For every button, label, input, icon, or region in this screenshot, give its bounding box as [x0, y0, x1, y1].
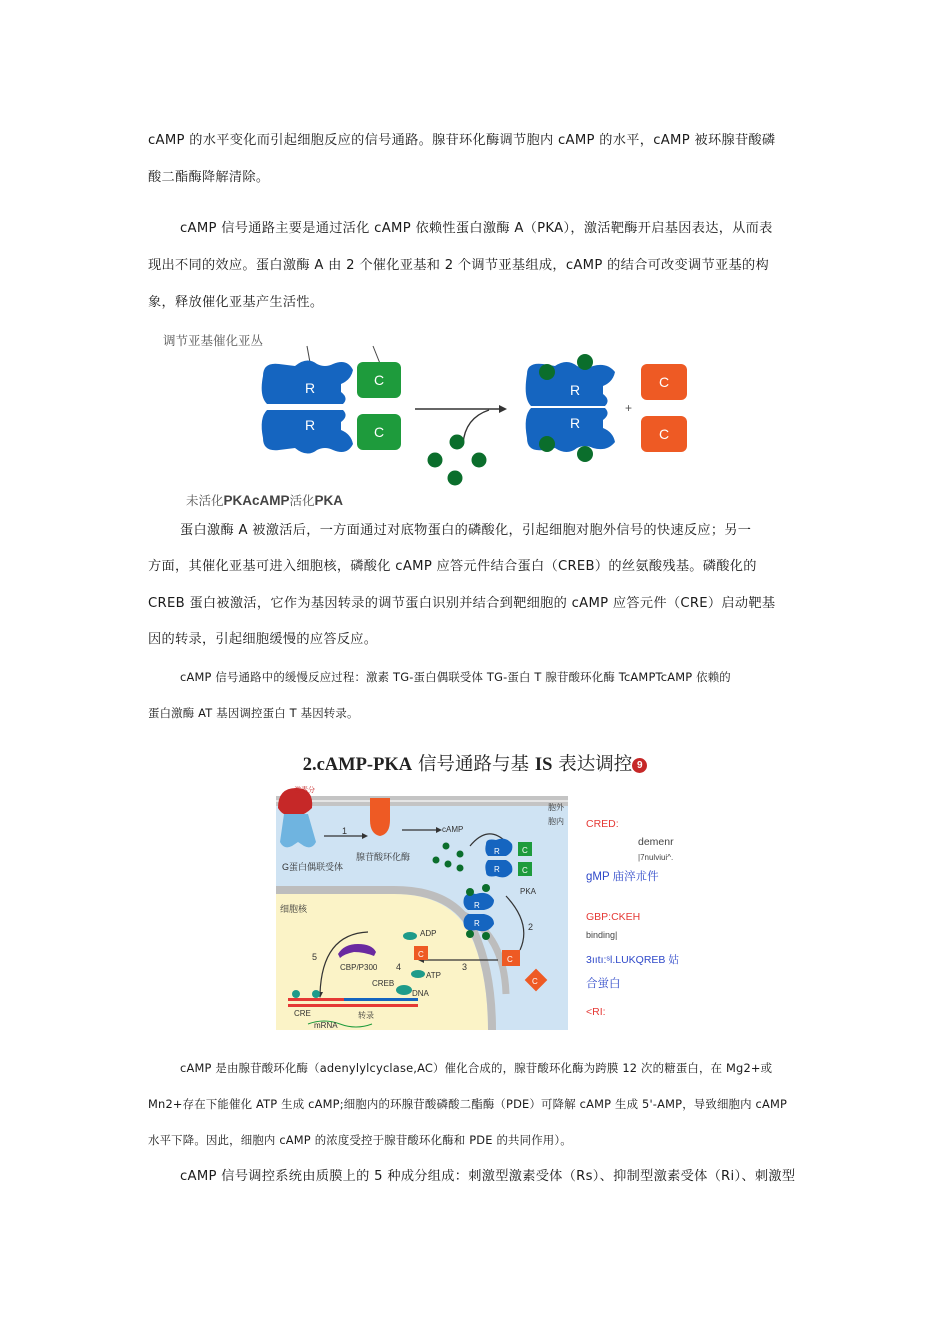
transcription-label: 转录 — [358, 1011, 374, 1020]
paragraph-line: 酸二酯酶降解清除。 — [148, 170, 270, 185]
paragraph-line: cAMP 信号通路中的缓慢反应过程：激素 TG-蛋白偶联受体 TG-蛋白 T 腺苷酸环化酶 TcAMPTcAMP 依赖的 — [180, 670, 731, 684]
heading-part: 信号通路与基 — [412, 754, 535, 775]
reference-badge-icon: 9 — [632, 758, 647, 773]
step-number: 2 — [528, 922, 534, 932]
r-label: R — [570, 415, 581, 431]
legend-item: <RI: — [586, 1006, 606, 1018]
legend-item: gMP 庙淬朮件 — [586, 871, 659, 883]
camp-dot — [448, 471, 463, 486]
camp-dot — [472, 453, 487, 468]
mrna-label: mRNA — [314, 1021, 338, 1030]
figure1-bottom-caption — [186, 490, 343, 509]
camp-dot — [466, 930, 474, 938]
camp-pka-pathway-figure — [274, 784, 570, 1032]
camp-dot — [450, 435, 465, 450]
inside-label: 胞内 — [548, 817, 564, 826]
paragraph-line: CREB 蛋白被激活，它作为基因转录的调节蛋白识别并结合到靶细胞的 cAMP 应答元件（CRE）启动靶基 — [148, 596, 776, 611]
camp-dot — [443, 843, 450, 850]
paragraph-line: cAMP 信号通路主要是通过活化 cAMP 依赖性蛋白激酶 A（PKA），激活靶酶开启基因表达，从而表 — [180, 221, 773, 236]
camp-dot — [577, 354, 593, 370]
plasma-membrane-inner — [276, 800, 568, 802]
cbp-label: CBP/P300 — [340, 963, 378, 972]
dna-strand — [288, 998, 344, 1001]
legend-item: |7nulviui^. — [638, 853, 674, 862]
creb-label: CREB — [372, 979, 395, 988]
camp-dot — [457, 865, 464, 872]
step-number: 4 — [396, 962, 402, 972]
outside-label: 胞外 — [548, 803, 564, 812]
paragraph-line: Mn2+存在下能催化 ATP 生成 cAMP;细胞内的环腺苷酸磷酸二酯酶（PDE）可降解 cAMP 生成 5'-AMP，导致细胞内 cAMP — [148, 1097, 788, 1111]
legend-item: 合蛍白 — [586, 978, 621, 990]
atp-label: ATP — [426, 971, 441, 980]
adenylyl-cyclase-shape — [370, 798, 390, 836]
phosphate-shape — [403, 932, 417, 940]
paragraph-line: cAMP 的水平变化而引起细胞反应的信号通路。腺苷环化酶调节胞内 cAMP 的水平，cAMP 被环腺苷酸磷 — [148, 133, 776, 148]
camp-dot — [482, 884, 490, 892]
camp-dot — [482, 932, 490, 940]
paragraph-line: 水平下降。因此，细胞内 cAMP 的浓度受控于腺苷酸环化酶和 PDE 的共同作用）。 — [148, 1133, 572, 1147]
c-label: C — [374, 424, 385, 440]
adp-label: ADP — [420, 929, 437, 938]
r-label: R — [305, 380, 316, 396]
camp-dot — [433, 857, 440, 864]
legend-item: demenr — [638, 836, 674, 848]
c-label: C — [374, 372, 385, 388]
enzyme-label: 腺苷酸环化酶 — [356, 852, 411, 862]
c-label: C — [659, 426, 670, 442]
pka-activation-figure — [255, 340, 695, 492]
dna-strand — [288, 1004, 418, 1007]
creb-dot — [292, 990, 300, 998]
camp-dot — [539, 436, 555, 452]
phosphate-shape — [411, 970, 425, 978]
c-label: C — [507, 955, 513, 964]
r-label: R — [494, 865, 500, 874]
r-label: R — [570, 382, 581, 398]
dna-label: DNA — [412, 989, 429, 998]
c-label: C — [532, 977, 538, 986]
step-number: 1 — [342, 826, 348, 836]
section-heading — [0, 750, 950, 776]
figure1-top-caption: 调节亚基催化亚丛 — [163, 333, 264, 348]
heading-part: 表达调控 — [552, 754, 633, 775]
camp-dot — [539, 364, 555, 380]
curved-arrow — [463, 410, 489, 444]
caption-part: PKAcAMP — [223, 493, 290, 508]
paragraph-line: 因的转录，引起细胞缓慢的应答反应。 — [148, 632, 378, 647]
paragraph-line: cAMP 是由腺苷酸环化酶（adenylylcyclase,AC）催化合成的，腺苷酸环化酶为跨膜 12 次的糖蛋白，在 Mg2+或 — [180, 1061, 773, 1075]
camp-dot — [457, 851, 464, 858]
camp-dot — [466, 888, 474, 896]
r-label: R — [474, 901, 480, 910]
heading-part: 2.cAMP-PKA — [302, 755, 413, 775]
camp-label: cAMP — [442, 825, 464, 834]
creb-dot — [312, 990, 320, 998]
caption-part: PKA — [314, 493, 344, 508]
creb-shape — [396, 985, 412, 995]
paragraph-line: cAMP 信号调控系统由质膜上的 5 种成分组成：刺激型激素受体（Rs）、抑制型激素受体（Ri）、刺激型 — [180, 1169, 796, 1184]
paragraph-line: 蛋白激酶 A 被激活后，一方面通过对底物蛋白的磷酸化，引起细胞对胞外信号的快速反应；另一 — [180, 523, 752, 538]
arrow-head — [499, 405, 507, 413]
paragraph-line: 象，释放催化亚基产生活性。 — [148, 295, 324, 310]
caption-part: 活化 — [289, 493, 315, 508]
receptor-label: G蛋白偶联受体 — [282, 862, 344, 872]
legend-item: CRED: — [586, 818, 619, 830]
r-label: R — [305, 417, 316, 433]
heading-part: IS — [534, 755, 553, 775]
hormone-top-label: 激素分 — [294, 787, 315, 794]
paragraph-line: 方面，其催化亚基可进入细胞核，磷酸化 cAMP 应答元件结合蛋白（CREB）的丝氨酸残基。磷酸化的 — [148, 559, 757, 574]
c-label: C — [522, 846, 528, 855]
legend-item: GBP:CKEH — [586, 911, 641, 923]
pka-label: PKA — [520, 887, 537, 896]
camp-dot — [577, 446, 593, 462]
r-label: R — [494, 847, 500, 856]
step-number: 3 — [462, 962, 468, 972]
plus-sign: + — [625, 401, 633, 415]
cre-label: CRE — [294, 1009, 311, 1018]
step-number: 5 — [312, 952, 318, 962]
c-label: C — [659, 374, 670, 390]
camp-dot — [428, 453, 443, 468]
c-label: C — [418, 950, 424, 959]
legend-item: binding| — [586, 930, 618, 940]
nucleus-label: 细胞核 — [280, 904, 308, 914]
caption-part: 未活化 — [186, 493, 224, 508]
c-label: C — [522, 866, 528, 875]
paragraph-line: 蛋白激酶 AT 基因调控蛋白 T 基因转录。 — [148, 706, 359, 720]
camp-dot — [445, 861, 452, 868]
paragraph-line: 现出不同的效应。蛋白激酶 A 由 2 个催化亚基和 2 个调节亚基组成，cAMP 的结合可改变调节亚基的构 — [148, 258, 769, 273]
r-label: R — [474, 919, 480, 928]
legend-item: 3ııtı:ˢl.LUKQREB 姑 — [586, 954, 679, 966]
